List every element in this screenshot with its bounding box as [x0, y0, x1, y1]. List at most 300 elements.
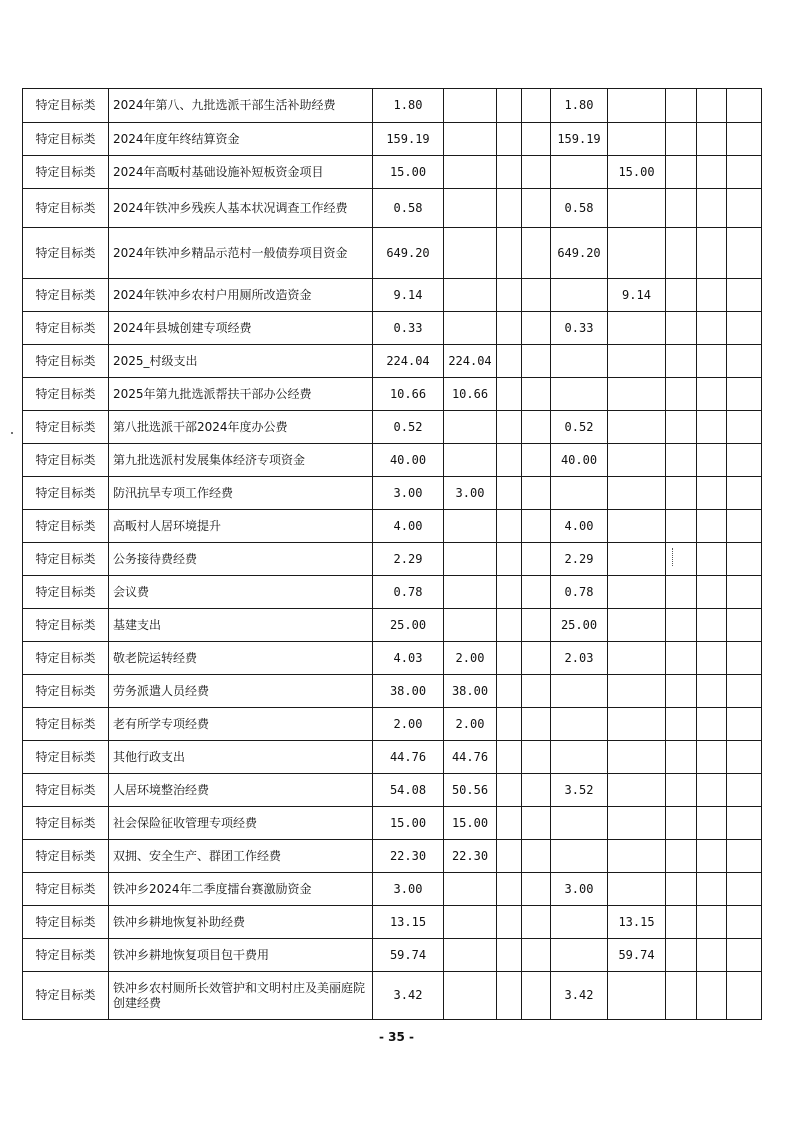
category-cell: 特定目标类: [23, 708, 109, 741]
category-cell: 特定目标类: [23, 609, 109, 642]
amount-cell-c7: [666, 312, 697, 345]
amount-cell-c3: [497, 89, 522, 123]
amount-cell-c7: [666, 609, 697, 642]
amount-cell-c3: [497, 873, 522, 906]
amount-cell-c2: [444, 972, 497, 1020]
amount-cell-c3: [497, 510, 522, 543]
amount-cell-c5: 40.00: [551, 444, 608, 477]
category-cell: 特定目标类: [23, 477, 109, 510]
item-name-cell: 铁冲乡耕地恢复补助经费: [109, 906, 373, 939]
item-name-cell: 铁冲乡农村厕所长效管护和文明村庄及美丽庭院创建经费: [109, 972, 373, 1020]
amount-cell-c2: 10.66: [444, 378, 497, 411]
amount-cell-c8: [697, 774, 727, 807]
total-amount-cell: 0.78: [373, 576, 444, 609]
amount-cell-c5: [551, 345, 608, 378]
amount-cell-c5: 25.00: [551, 609, 608, 642]
amount-cell-c3: [497, 675, 522, 708]
amount-cell-c7: [666, 840, 697, 873]
amount-cell-c2: 224.04: [444, 345, 497, 378]
amount-cell-c3: [497, 609, 522, 642]
amount-cell-c8: [697, 228, 727, 279]
category-cell: 特定目标类: [23, 774, 109, 807]
total-amount-cell: 4.00: [373, 510, 444, 543]
amount-cell-c8: [697, 345, 727, 378]
amount-cell-c3: [497, 906, 522, 939]
amount-cell-c7: [666, 642, 697, 675]
total-amount-cell: 54.08: [373, 774, 444, 807]
amount-cell-c6: 9.14: [608, 279, 666, 312]
table-row: [23, 444, 762, 477]
amount-cell-c7: [666, 774, 697, 807]
amount-cell-c7: [666, 444, 697, 477]
amount-cell-c3: [497, 378, 522, 411]
amount-cell-c3: [497, 840, 522, 873]
amount-cell-c6: [608, 708, 666, 741]
amount-cell-c5: 4.00: [551, 510, 608, 543]
amount-cell-c9: [727, 189, 762, 228]
category-cell: 特定目标类: [23, 873, 109, 906]
amount-cell-c6: [608, 807, 666, 840]
amount-cell-c3: [497, 741, 522, 774]
total-amount-cell: 3.00: [373, 873, 444, 906]
amount-cell-c5: 0.58: [551, 189, 608, 228]
amount-cell-c2: [444, 873, 497, 906]
amount-cell-c4: [522, 89, 551, 123]
total-amount-cell: 2.29: [373, 543, 444, 576]
amount-cell-c6: [608, 123, 666, 156]
table-row: [23, 840, 762, 873]
amount-cell-c5: [551, 279, 608, 312]
amount-cell-c2: 38.00: [444, 675, 497, 708]
table-row: [23, 609, 762, 642]
amount-cell-c7: [666, 741, 697, 774]
item-name-cell: 人居环境整治经费: [109, 774, 373, 807]
amount-cell-c6: [608, 189, 666, 228]
amount-cell-c7: [666, 477, 697, 510]
amount-cell-c7: [666, 510, 697, 543]
amount-cell-c9: [727, 312, 762, 345]
total-amount-cell: 1.80: [373, 89, 444, 123]
amount-cell-c7: [666, 807, 697, 840]
amount-cell-c4: [522, 228, 551, 279]
total-amount-cell: 44.76: [373, 741, 444, 774]
amount-cell-c5: 3.42: [551, 972, 608, 1020]
amount-cell-c7: [666, 228, 697, 279]
total-amount-cell: 649.20: [373, 228, 444, 279]
amount-cell-c2: [444, 609, 497, 642]
amount-cell-c2: [444, 411, 497, 444]
amount-cell-c9: [727, 774, 762, 807]
amount-cell-c2: 2.00: [444, 642, 497, 675]
amount-cell-c5: [551, 840, 608, 873]
category-cell: 特定目标类: [23, 411, 109, 444]
amount-cell-c3: [497, 477, 522, 510]
amount-cell-c4: [522, 741, 551, 774]
amount-cell-c9: [727, 972, 762, 1020]
total-amount-cell: 2.00: [373, 708, 444, 741]
amount-cell-c7: [666, 972, 697, 1020]
amount-cell-c8: [697, 189, 727, 228]
amount-cell-c3: [497, 228, 522, 279]
category-cell: 特定目标类: [23, 576, 109, 609]
total-amount-cell: 224.04: [373, 345, 444, 378]
amount-cell-c6: [608, 642, 666, 675]
item-name-cell: 铁冲乡耕地恢复项目包干费用: [109, 939, 373, 972]
amount-cell-c4: [522, 477, 551, 510]
amount-cell-c5: 3.52: [551, 774, 608, 807]
amount-cell-c4: [522, 279, 551, 312]
amount-cell-c3: [497, 543, 522, 576]
table-row: [23, 873, 762, 906]
item-name-cell: 2024年第八、九批选派干部生活补助经费: [109, 89, 373, 123]
amount-cell-c9: [727, 708, 762, 741]
amount-cell-c9: [727, 378, 762, 411]
amount-cell-c2: 22.30: [444, 840, 497, 873]
amount-cell-c6: [608, 774, 666, 807]
amount-cell-c4: [522, 609, 551, 642]
item-name-cell: 2024年县城创建专项经费: [109, 312, 373, 345]
amount-cell-c5: 1.80: [551, 89, 608, 123]
category-cell: 特定目标类: [23, 312, 109, 345]
amount-cell-c6: [608, 576, 666, 609]
table-row: [23, 228, 762, 279]
amount-cell-c5: 0.52: [551, 411, 608, 444]
amount-cell-c2: [444, 576, 497, 609]
amount-cell-c5: [551, 906, 608, 939]
item-name-cell: 2025年第九批选派帮扶干部办公经费: [109, 378, 373, 411]
amount-cell-c3: [497, 807, 522, 840]
amount-cell-c5: 0.33: [551, 312, 608, 345]
amount-cell-c4: [522, 807, 551, 840]
total-amount-cell: 0.58: [373, 189, 444, 228]
amount-cell-c8: [697, 378, 727, 411]
amount-cell-c5: 0.78: [551, 576, 608, 609]
total-amount-cell: 59.74: [373, 939, 444, 972]
amount-cell-c7: [666, 906, 697, 939]
item-name-cell: 防汛抗旱专项工作经费: [109, 477, 373, 510]
category-cell: 特定目标类: [23, 228, 109, 279]
amount-cell-c2: [444, 89, 497, 123]
amount-cell-c3: [497, 345, 522, 378]
amount-cell-c9: [727, 444, 762, 477]
page-number: - 35 -: [378, 1030, 414, 1044]
item-name-cell: 双拥、安全生产、群团工作经费: [109, 840, 373, 873]
amount-cell-c3: [497, 312, 522, 345]
amount-cell-c4: [522, 543, 551, 576]
table-row: [23, 411, 762, 444]
category-cell: 特定目标类: [23, 741, 109, 774]
amount-cell-c2: [444, 228, 497, 279]
item-name-cell: 2025_村级支出: [109, 345, 373, 378]
amount-cell-c9: [727, 345, 762, 378]
amount-cell-c6: [608, 477, 666, 510]
category-cell: 特定目标类: [23, 807, 109, 840]
amount-cell-c8: [697, 279, 727, 312]
item-name-cell: 2024年度年终结算资金: [109, 123, 373, 156]
item-name-cell: 第九批选派村发展集体经济专项资金: [109, 444, 373, 477]
amount-cell-c3: [497, 642, 522, 675]
amount-cell-c8: [697, 444, 727, 477]
table-row: [23, 189, 762, 228]
amount-cell-c6: [608, 345, 666, 378]
category-cell: 特定目标类: [23, 156, 109, 189]
table-row: [23, 576, 762, 609]
amount-cell-c3: [497, 972, 522, 1020]
amount-cell-c9: [727, 939, 762, 972]
total-amount-cell: 159.19: [373, 123, 444, 156]
amount-cell-c2: [444, 156, 497, 189]
total-amount-cell: 25.00: [373, 609, 444, 642]
item-name-cell: 高畈村人居环境提升: [109, 510, 373, 543]
table-row: [23, 378, 762, 411]
amount-cell-c2: [444, 189, 497, 228]
category-cell: 特定目标类: [23, 345, 109, 378]
item-name-cell: 会议费: [109, 576, 373, 609]
amount-cell-c8: [697, 576, 727, 609]
amount-cell-c6: 13.15: [608, 906, 666, 939]
amount-cell-c4: [522, 576, 551, 609]
amount-cell-c8: [697, 840, 727, 873]
category-cell: 特定目标类: [23, 123, 109, 156]
item-name-cell: 社会保险征收管理专项经费: [109, 807, 373, 840]
total-amount-cell: 0.33: [373, 312, 444, 345]
amount-cell-c4: [522, 189, 551, 228]
table-row: [23, 510, 762, 543]
item-name-cell: 2024年铁冲乡农村户用厕所改造资金: [109, 279, 373, 312]
total-amount-cell: 13.15: [373, 906, 444, 939]
amount-cell-c8: [697, 708, 727, 741]
amount-cell-c5: [551, 156, 608, 189]
amount-cell-c9: [727, 609, 762, 642]
amount-cell-c8: [697, 312, 727, 345]
item-name-cell: 老有所学专项经费: [109, 708, 373, 741]
amount-cell-c5: 159.19: [551, 123, 608, 156]
amount-cell-c7: [666, 411, 697, 444]
amount-cell-c7: [666, 675, 697, 708]
amount-cell-c8: [697, 807, 727, 840]
table-row: [23, 123, 762, 156]
item-name-cell: 第八批选派干部2024年度办公费: [109, 411, 373, 444]
table-row: [23, 477, 762, 510]
amount-cell-c9: [727, 873, 762, 906]
amount-cell-c6: [608, 510, 666, 543]
amount-cell-c9: [727, 228, 762, 279]
amount-cell-c3: [497, 939, 522, 972]
category-cell: 特定目标类: [23, 510, 109, 543]
amount-cell-c4: [522, 906, 551, 939]
amount-cell-c4: [522, 378, 551, 411]
amount-cell-c6: [608, 89, 666, 123]
amount-cell-c6: [608, 840, 666, 873]
category-cell: 特定目标类: [23, 279, 109, 312]
amount-cell-c7: [666, 89, 697, 123]
amount-cell-c2: [444, 510, 497, 543]
amount-cell-c4: [522, 312, 551, 345]
amount-cell-c5: [551, 477, 608, 510]
table-row: [23, 312, 762, 345]
amount-cell-c2: 50.56: [444, 774, 497, 807]
category-cell: 特定目标类: [23, 840, 109, 873]
table-row: [23, 708, 762, 741]
amount-cell-c8: [697, 411, 727, 444]
item-name-cell: 2024年铁冲乡精品示范村一般债券项目资金: [109, 228, 373, 279]
amount-cell-c7: [666, 576, 697, 609]
table-row: [23, 675, 762, 708]
amount-cell-c4: [522, 774, 551, 807]
category-cell: 特定目标类: [23, 642, 109, 675]
scan-speck: [11, 432, 13, 434]
table-row: [23, 279, 762, 312]
amount-cell-c4: [522, 873, 551, 906]
amount-cell-c5: 3.00: [551, 873, 608, 906]
amount-cell-c3: [497, 576, 522, 609]
amount-cell-c6: [608, 444, 666, 477]
item-name-cell: 敬老院运转经费: [109, 642, 373, 675]
amount-cell-c9: [727, 807, 762, 840]
amount-cell-c7: [666, 378, 697, 411]
amount-cell-c8: [697, 543, 727, 576]
total-amount-cell: 3.00: [373, 477, 444, 510]
item-name-cell: 基建支出: [109, 609, 373, 642]
amount-cell-c9: [727, 156, 762, 189]
amount-cell-c6: [608, 741, 666, 774]
amount-cell-c7: [666, 873, 697, 906]
amount-cell-c4: [522, 444, 551, 477]
table-row: [23, 741, 762, 774]
category-cell: 特定目标类: [23, 939, 109, 972]
amount-cell-c9: [727, 510, 762, 543]
amount-cell-c4: [522, 708, 551, 741]
category-cell: 特定目标类: [23, 972, 109, 1020]
table-row: [23, 807, 762, 840]
amount-cell-c6: [608, 873, 666, 906]
amount-cell-c2: [444, 906, 497, 939]
category-cell: 特定目标类: [23, 543, 109, 576]
amount-cell-c8: [697, 675, 727, 708]
item-name-cell: 铁冲乡2024年二季度擂台赛激励资金: [109, 873, 373, 906]
amount-cell-c6: 59.74: [608, 939, 666, 972]
amount-cell-c9: [727, 279, 762, 312]
item-name-cell: 其他行政支出: [109, 741, 373, 774]
amount-cell-c5: [551, 741, 608, 774]
amount-cell-c8: [697, 873, 727, 906]
amount-cell-c9: [727, 642, 762, 675]
amount-cell-c4: [522, 411, 551, 444]
amount-cell-c4: [522, 156, 551, 189]
amount-cell-c9: [727, 675, 762, 708]
amount-cell-c7: [666, 156, 697, 189]
amount-cell-c5: 2.03: [551, 642, 608, 675]
amount-cell-c6: [608, 228, 666, 279]
amount-cell-c3: [497, 189, 522, 228]
amount-cell-c8: [697, 510, 727, 543]
amount-cell-c4: [522, 675, 551, 708]
total-amount-cell: 15.00: [373, 156, 444, 189]
table-row: [23, 543, 762, 576]
amount-cell-c4: [522, 972, 551, 1020]
total-amount-cell: 9.14: [373, 279, 444, 312]
amount-cell-c6: [608, 609, 666, 642]
amount-cell-c9: [727, 906, 762, 939]
amount-cell-c9: [727, 840, 762, 873]
amount-cell-c7: [666, 189, 697, 228]
amount-cell-c8: [697, 939, 727, 972]
amount-cell-c9: [727, 89, 762, 123]
amount-cell-c8: [697, 609, 727, 642]
total-amount-cell: 22.30: [373, 840, 444, 873]
amount-cell-c6: [608, 972, 666, 1020]
amount-cell-c5: 649.20: [551, 228, 608, 279]
amount-cell-c3: [497, 708, 522, 741]
amount-cell-c2: [444, 279, 497, 312]
amount-cell-c7: [666, 543, 697, 576]
amount-cell-c8: [697, 156, 727, 189]
amount-cell-c5: [551, 378, 608, 411]
item-name-cell: 公务接待费经费: [109, 543, 373, 576]
amount-cell-c8: [697, 123, 727, 156]
amount-cell-c7: [666, 279, 697, 312]
table-row: [23, 939, 762, 972]
amount-cell-c7: [666, 123, 697, 156]
amount-cell-c2: [444, 939, 497, 972]
total-amount-cell: 15.00: [373, 807, 444, 840]
amount-cell-c7: [666, 708, 697, 741]
amount-cell-c5: [551, 939, 608, 972]
amount-cell-c6: 15.00: [608, 156, 666, 189]
amount-cell-c3: [497, 279, 522, 312]
amount-cell-c2: 44.76: [444, 741, 497, 774]
amount-cell-c3: [497, 444, 522, 477]
budget-table: [22, 88, 762, 1020]
amount-cell-c9: [727, 741, 762, 774]
amount-cell-c3: [497, 411, 522, 444]
amount-cell-c9: [727, 477, 762, 510]
amount-cell-c8: [697, 642, 727, 675]
table-row: [23, 972, 762, 1020]
table-row: [23, 345, 762, 378]
amount-cell-c7: [666, 939, 697, 972]
amount-cell-c9: [727, 543, 762, 576]
total-amount-cell: 3.42: [373, 972, 444, 1020]
amount-cell-c2: [444, 543, 497, 576]
amount-cell-c4: [522, 123, 551, 156]
total-amount-cell: 4.03: [373, 642, 444, 675]
category-cell: 特定目标类: [23, 189, 109, 228]
table-row: [23, 89, 762, 123]
amount-cell-c4: [522, 939, 551, 972]
amount-cell-c5: [551, 807, 608, 840]
total-amount-cell: 0.52: [373, 411, 444, 444]
amount-cell-c6: [608, 378, 666, 411]
amount-cell-c9: [727, 576, 762, 609]
amount-cell-c3: [497, 156, 522, 189]
amount-cell-c6: [608, 411, 666, 444]
amount-cell-c3: [497, 774, 522, 807]
amount-cell-c2: [444, 312, 497, 345]
category-cell: 特定目标类: [23, 89, 109, 123]
table-row: [23, 774, 762, 807]
amount-cell-c2: 3.00: [444, 477, 497, 510]
amount-cell-c5: [551, 675, 608, 708]
table-row: [23, 156, 762, 189]
amount-cell-c2: 15.00: [444, 807, 497, 840]
amount-cell-c5: 2.29: [551, 543, 608, 576]
amount-cell-c8: [697, 89, 727, 123]
amount-cell-c8: [697, 972, 727, 1020]
category-cell: 特定目标类: [23, 444, 109, 477]
category-cell: 特定目标类: [23, 675, 109, 708]
amount-cell-c9: [727, 411, 762, 444]
